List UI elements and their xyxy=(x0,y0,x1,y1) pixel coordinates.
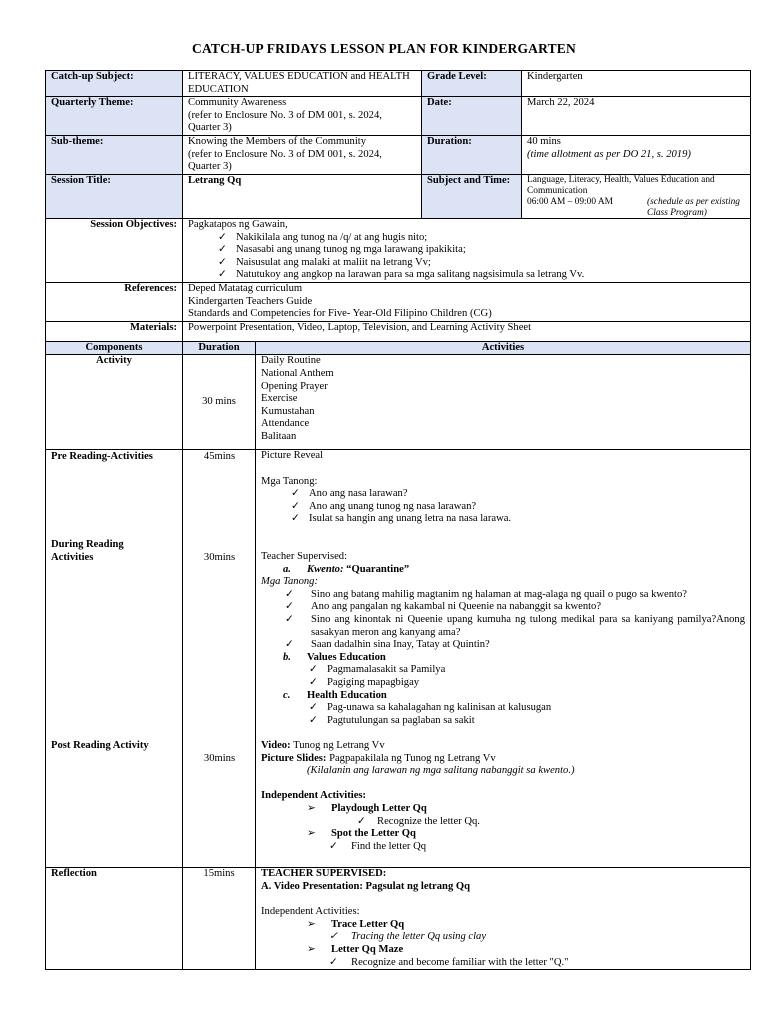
document-title: CATCH-UP FRIDAYS LESSON PLAN FOR KINDERGARTEN xyxy=(192,41,576,56)
theme-value: Community Awareness (refer to Enclosure No. 3 of DM 001, s. 2024, Quarter 3) xyxy=(183,97,422,136)
objectives-value: Pagkatapos ng Gawain, ✓ Nakikilala ang tunog na /q/ at ang hugis nito; ✓ Nasasabi ang unang tunog ng mga larawang ipakikita; ✓ Naisusulat ang malaki at maliit na letrang Vv; ✓ Natutukoy ang angkop na larawan para sa mga salitang nagsisimula sa letrang Vv. xyxy=(183,218,751,282)
story-question: ✓ Ano ang pangalan ng kakambal ni Queenie na nabanggit sa kwento? xyxy=(261,601,745,614)
subject-value: LITERACY, VALUES EDUCATION and HEALTH EDUCATION xyxy=(183,71,422,97)
pre-reading-duration: 45mins xyxy=(203,451,236,463)
objective-item: ✓ Nakikilala ang tunog na /q/ at ang hugis nito; xyxy=(188,232,745,245)
materials-value: Powerpoint Presentation, Video, Laptop, Television, and Learning Activity Sheet xyxy=(183,321,751,341)
objective-item: ✓ Naisusulat ang malaki at maliit na letrang Vv; xyxy=(188,257,745,270)
activities-header: Activities xyxy=(256,341,751,355)
grade-value: Kindergarten xyxy=(522,71,751,97)
date-label: Date: xyxy=(422,97,522,136)
grade-label: Grade Level: xyxy=(422,71,522,97)
theme-label: Quarterly Theme: xyxy=(46,97,183,136)
pre-reading-label: Pre Reading-Activities xyxy=(51,451,153,463)
subtheme-value: Knowing the Members of the Community (refer to Enclosure No. 3 of DM 001, s. 2024, Quarter 3) xyxy=(183,135,422,174)
duration-label: Duration: xyxy=(422,135,522,174)
references-value: Deped Matatag curriculum Kindergarten Teachers Guide Standards and Competencies for Five- Year-Old Filipino Children (CG) xyxy=(183,282,751,321)
references-label: References: xyxy=(46,282,183,321)
reading-components xyxy=(46,450,183,868)
subtheme-label: Sub-theme: xyxy=(46,135,183,174)
lesson-plan-table xyxy=(45,70,751,970)
session-title-value: Letrang Qq xyxy=(183,174,422,218)
schedule-note: (schedule as per existing Class Program) xyxy=(647,196,740,218)
during-reading-label: During Reading Activities xyxy=(51,539,124,563)
subject-time-value: Language, Literacy, Health, Values Education and Communication 06:00 AM – 09:00 AM (schedule as per existing Class Program) xyxy=(522,174,751,218)
objectives-label: Session Objectives: xyxy=(46,218,183,282)
during-reading-duration: 30mins xyxy=(203,552,236,564)
reflection-label: Reflection xyxy=(46,868,183,970)
materials-label: Materials: xyxy=(46,321,183,341)
story-question: ✓ Sino ang kinontak ni Queenie upang kumuha ng tulong medikal para sa kaniyang pamilya?Anong sasakyan meron ang kanyang ama? xyxy=(261,614,745,639)
post-reading-duration: 30mins xyxy=(203,753,236,765)
activity-duration: 30 mins xyxy=(183,355,256,450)
objective-item: ✓ Nasasabi ang unang tunog ng mga larawang ipakikita; xyxy=(188,244,745,257)
activity-list: Daily Routine National Anthem Opening Prayer Exercise Kumustahan Attendance Balitaan xyxy=(256,355,751,450)
date-value: March 22, 2024 xyxy=(522,97,751,136)
reflection-activities: TEACHER SUPERVISED: A. Video Presentation: Pagsulat ng letrang Qq Independent Activities: ➢ Trace Letter Qq ✓ Tracing the letter Qq using clay ➢ Letter Qq Maze ✓ Recognize and become familiar with the letter "Q." xyxy=(256,868,751,970)
components-header: Components xyxy=(46,341,183,355)
activity-component: Activity xyxy=(46,355,183,450)
session-title-label: Session Title: xyxy=(46,174,183,218)
reading-activities: Picture Reveal Mga Tanong: ✓ Ano ang nasa larawan? ✓ Ano ang unang tunog ng nasa larawan? ✓ Isulat sa hangin ang unang letra na nasa larawa. Teacher Supervised: a. Kwento: “Quarantine” Mga Tanong: ✓ Sino ang batang mahilig magtanim ng halaman at mag-alaga ng quail o pugo sa kwento? ✓ Ano ang pangalan ng kakambal ni Queenie na nabanggit sa kwento? ✓ Sino ang kinontak ni Queenie upang kumuha ng tulong medikal para sa kaniyang pamilya?Anong sasakyan meron ang kanyang ama? ✓ Saan dadalhin sina Inay, Tatay at Quintin? b. Values Education ✓ Pagmamalasakit sa Pamilya ✓ Pagiging mapagbigay c. Health Education ✓ Pag-unawa sa kahalagahan ng kalinisan at kalusugan ✓ Pagtutulungan sa paglaban sa sakit Video: Tunog ng Letrang Vv Picture Slides: Pagpapakilala ng Tunog ng Letrang Vv (Kilalanin ang larawan ng mga salitang nabanggit sa kwento.) Independent Activities: ➢ Playdough Letter Qq ✓ Recognize the letter Qq. ➢ Spot the Letter Qq ✓ Find the letter Qq xyxy=(256,450,751,868)
story-question: ✓ Sino ang batang mahilig magtanim ng halaman at mag-alaga ng quail o pugo sa kwento? xyxy=(261,589,745,602)
reflection-duration: 15mins xyxy=(183,868,256,970)
subject-time-label: Subject and Time: xyxy=(422,174,522,218)
duration-header: Duration xyxy=(183,341,256,355)
duration-value: 40 mins (time allotment as per DO 21, s. 2019) xyxy=(522,135,751,174)
post-reading-label: Post Reading Activity xyxy=(51,740,149,752)
subject-label: Catch-up Subject: xyxy=(46,71,183,97)
reading-durations xyxy=(183,450,256,868)
story-question: ✓ Saan dadalhin sina Inay, Tatay at Quintin? xyxy=(261,639,745,652)
objective-item: ✓ Natutukoy ang angkop na larawan para sa mga salitang nagsisimula sa letrang Vv. xyxy=(188,269,745,282)
